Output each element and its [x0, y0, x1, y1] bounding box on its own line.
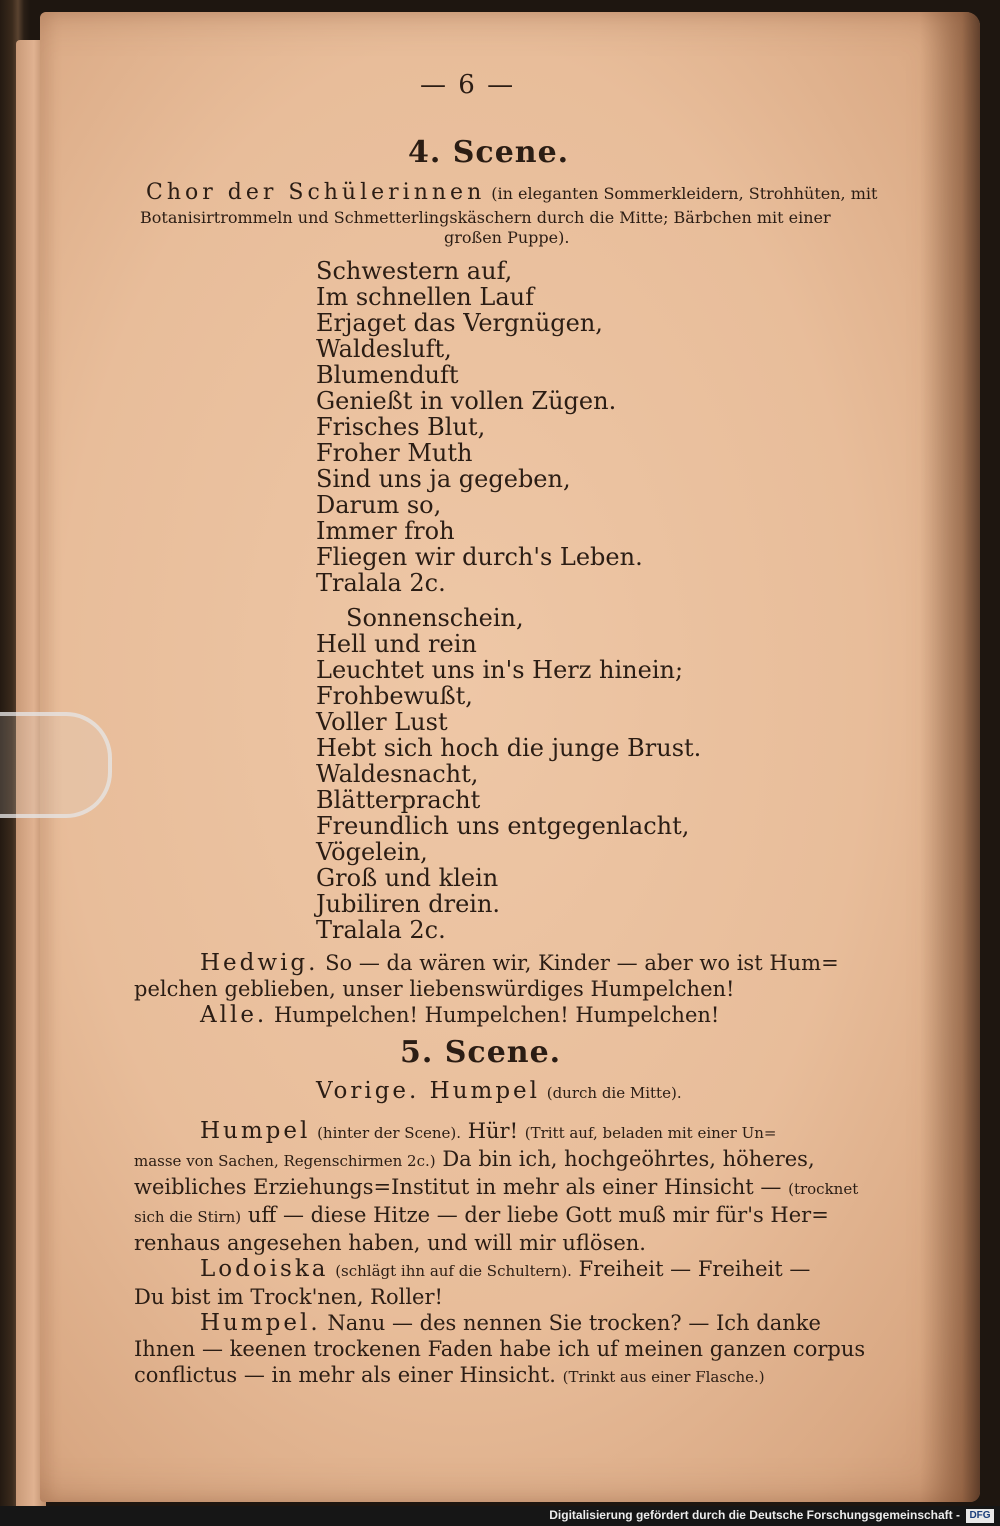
verse-line: Sind uns ja gegeben, [316, 465, 571, 493]
verse-line: Freundlich uns entgegenlacht, [316, 812, 690, 840]
dialog-text: Da bin ich, hochgeöhrtes, höheres, [442, 1147, 815, 1171]
speaker-humpel: Humpel [200, 1118, 311, 1144]
scene-4-stage-direction [146, 180, 877, 207]
hedwig-line-2: pelchen geblieben, unser liebenswürdiges Humpelchen! [134, 977, 735, 1001]
humpel-para-line-2 [134, 1146, 914, 1174]
dialog-text: uff — diese Hitze — der liebe Gott muß mir für's Her= [247, 1203, 829, 1227]
dialog-text: So — da wären wir, Kinder — aber wo ist Hum= [325, 951, 839, 975]
verse-line: Waldesnacht, [316, 760, 479, 788]
dialog-text: Nanu — des nennen Sie trocken? — Ich danke [327, 1311, 821, 1335]
speaker-lodoiska: Lodoiska [200, 1256, 329, 1282]
verse-line: Froher Muth [316, 439, 473, 467]
stage-direction: (hinter der Scene). [317, 1124, 462, 1142]
dialog-text: Hür! [467, 1119, 519, 1143]
verse-line: Schwestern auf, [316, 257, 513, 285]
verse-line: Jubiliren drein. [316, 890, 501, 918]
verse-line: Frisches Blut, [316, 413, 486, 441]
stage-direction-line-3: großen Puppe). [444, 228, 570, 247]
footer-bar [0, 1506, 1000, 1526]
verse-line: Frohbewußt, [316, 682, 473, 710]
speaker-humpel: Humpel. [200, 1310, 321, 1336]
verse-line: Groß und klein [316, 864, 499, 892]
stage-direction: sich die Stirn) [134, 1208, 242, 1226]
stage-direction-line-1: (in eleganten Sommerkleidern, Strohhüten, mit [491, 184, 878, 203]
verse-line: Darum so, [316, 491, 442, 519]
verse-line: Voller Lust [316, 708, 448, 736]
lodoiska-line-1 [134, 1256, 914, 1284]
paper-clip [0, 712, 112, 818]
stage-direction-line-2: Botanisirtrommeln und Schmetterlingskäschern durch die Mitte; Bärbchen mit einer [140, 208, 831, 227]
verse-line: Tralala 2c. [316, 569, 446, 597]
scene-5-dialog [134, 1118, 914, 1390]
dialog-text: Humpelchen! Humpelchen! Humpelchen! [273, 1003, 720, 1027]
humpel-reply-line-3 [134, 1362, 914, 1390]
stage-direction: (Tritt auf, beladen mit einer Un= [524, 1124, 777, 1142]
verse-line: Im schnellen Lauf [316, 283, 534, 311]
humpel-para-line-1 [134, 1118, 914, 1146]
verse-line: Fliegen wir durch's Leben. [316, 543, 643, 571]
lodoiska-line-2: Du bist im Trock'nen, Roller! [134, 1285, 443, 1309]
dialog-text: weibliches Erziehungs=Institut in mehr als einer Hinsicht — [134, 1175, 782, 1199]
humpel-reply-line-2: Ihnen — keenen trockenen Faden habe ich uf meinen ganzen corpus [134, 1337, 866, 1361]
verse-line: Erjaget das Vergnügen, [316, 309, 603, 337]
scene-5-title: 5. Scene. [400, 1035, 562, 1070]
verse-line: Tralala 2c. [316, 916, 446, 944]
scene-4-title: 4. Scene. [408, 135, 570, 170]
verse-line: Blumenduft [316, 361, 459, 389]
verse-line: Vögelein, [316, 838, 428, 866]
cast-speakers: Vorige. Humpel [316, 1078, 541, 1104]
humpel-para-line-5: renhaus angesehen haben, und will mir uflösen. [134, 1231, 646, 1255]
stage-direction: (schlägt ihn auf die Schultern). [335, 1262, 572, 1280]
verse-line: Leuchtet uns in's Herz hinein; [316, 656, 684, 684]
hedwig-line-1 [94, 950, 874, 976]
spine-shadow [920, 12, 980, 1502]
dfg-logo-icon: DFG [966, 1509, 994, 1523]
humpel-para-line-3 [134, 1174, 914, 1202]
chorus-speaker: Chor der Schülerinnen [146, 180, 486, 205]
verse-line: Sonnenschein, [346, 604, 524, 632]
verse-stanza-1 [316, 258, 643, 596]
scene-5-cast [316, 1078, 682, 1104]
stage-direction: (trocknet [788, 1180, 859, 1198]
speaker-hedwig: Hedwig. [200, 950, 319, 976]
verse-line: Blätterpracht [316, 786, 481, 814]
verse-line: Immer froh [316, 517, 455, 545]
footer-credit: Digitalisierung gefördert durch die Deutsche Forschungsgemeinschaft - [549, 1508, 960, 1522]
scene-4-dialog [94, 950, 874, 1028]
humpel-para-line-4 [134, 1202, 914, 1230]
alle-line [94, 1002, 874, 1028]
cast-direction: (durch die Mitte). [546, 1084, 682, 1102]
verse-stanza-2 [316, 605, 701, 943]
verse-line: Hebt sich hoch die junge Brust. [316, 734, 702, 762]
humpel-reply-line-1 [134, 1310, 914, 1336]
stage-direction: (Trinkt aus einer Flasche.) [562, 1368, 765, 1386]
page-number: — 6 — [420, 70, 516, 100]
dialog-text: Freiheit — Freiheit — [578, 1257, 811, 1281]
verse-line: Waldesluft, [316, 335, 452, 363]
stage-direction: masse von Sachen, Regenschirmen 2c.) [134, 1152, 436, 1170]
verse-line: Hell und rein [316, 630, 477, 658]
dialog-text: conflictus — in mehr als einer Hinsicht. [134, 1363, 556, 1387]
speaker-alle: Alle. [200, 1002, 268, 1028]
verse-line: Genießt in vollen Zügen. [316, 387, 617, 415]
